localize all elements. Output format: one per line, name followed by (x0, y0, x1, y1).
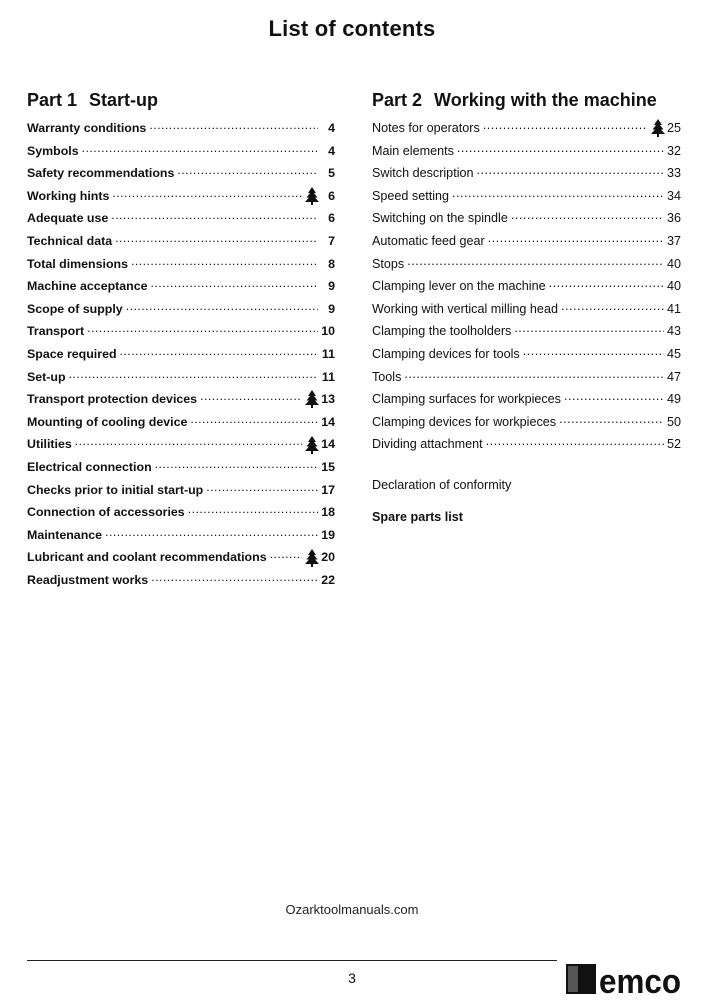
toc-dot-leader (523, 340, 664, 363)
toc-entry-label: Readjustment works (27, 572, 149, 587)
toc-entry-page: 13 (321, 392, 335, 407)
toc-dot-leader (486, 430, 664, 453)
toc-dot-leader (151, 566, 318, 589)
toc-entry-label: Set-up (27, 369, 66, 384)
toc-dot-leader (452, 182, 664, 205)
toc-dot-leader (488, 227, 664, 250)
toc-entry-page: 50 (666, 414, 681, 429)
toc-dot-leader (483, 114, 648, 137)
part2-name: Working with the machine (434, 90, 657, 110)
toc-entry-label: Symbols (27, 143, 79, 158)
part2-section (372, 88, 681, 528)
toc-entry-label: Total dimensions (27, 256, 128, 271)
toc-entry-label: Main elements (372, 143, 454, 158)
toc-entry-page: 7 (328, 233, 335, 248)
spare-parts-list-entry: Spare parts list (372, 509, 463, 524)
toc-entry-page: 47 (666, 369, 681, 384)
toc-entry-page: 9 (328, 279, 335, 294)
part1-section (27, 88, 335, 591)
toc-dot-leader (111, 204, 318, 227)
toc-entry-label: Transport (27, 324, 85, 339)
toc-dot-leader (115, 227, 318, 250)
tree-icon (305, 390, 319, 408)
toc-dot-leader (75, 430, 302, 453)
toc-dot-leader (190, 408, 318, 431)
toc-dot-leader (549, 272, 664, 295)
toc-entry-label: Clamping surfaces for workpieces (372, 392, 561, 407)
declaration-of-conformity-entry: Declaration of conformity (372, 477, 512, 492)
toc-dot-leader (188, 498, 318, 521)
toc-entry-label: Scope of supply (27, 301, 123, 316)
toc-entry-label: Connection of accessories (27, 505, 185, 520)
toc-dot-leader (112, 182, 302, 205)
toc-entry-label: Notes for operators (372, 121, 480, 135)
toc-dot-leader (87, 317, 318, 340)
toc-entry-page: 40 (666, 256, 681, 271)
toc-entry-label: Technical data (27, 233, 113, 248)
toc-dot-leader (564, 385, 664, 408)
toc-entry-page: 8 (328, 256, 335, 271)
toc-dot-leader (149, 114, 318, 137)
toc-entry-label: Clamping lever on the machine (372, 279, 546, 294)
toc-entry-page: 4 (328, 121, 335, 135)
toc-dot-leader (155, 453, 318, 476)
toc-entry-page: 6 (328, 211, 335, 226)
toc-entry (27, 569, 335, 592)
toc-entry-page: 36 (666, 211, 681, 226)
toc-entry-page: 6 (328, 188, 335, 203)
toc-dot-leader (151, 272, 318, 295)
toc-dot-leader (514, 317, 664, 340)
toc-entry-page: 49 (666, 392, 681, 407)
toc-dot-leader (120, 340, 318, 363)
toc-entry-page: 4 (328, 143, 335, 158)
part1-name: Start-up (89, 90, 159, 110)
toc-dot-leader (177, 159, 318, 182)
toc-dot-leader (69, 363, 318, 386)
part1-number: Part 1 (27, 90, 78, 110)
toc-entry-label: Tools (372, 369, 402, 384)
page-number: 3 (348, 970, 356, 986)
toc-entry-page: 15 (321, 459, 335, 474)
toc-entry-label: Automatic feed gear (372, 233, 485, 248)
part1-heading (27, 88, 335, 112)
part2-entry-list (372, 117, 681, 456)
toc-entry-label: Switching on the spindle (372, 211, 508, 226)
toc-dot-leader (126, 295, 318, 318)
toc-entry-label: Maintenance (27, 527, 103, 542)
emco-logo-shade (568, 966, 578, 992)
emco-logo (566, 961, 682, 997)
toc-entry (372, 433, 681, 456)
part1-entry-list (27, 117, 335, 591)
toc-entry-label: Utilities (27, 437, 72, 452)
toc-entry-label: Transport protection devices (27, 392, 198, 407)
page-title: List of contents (268, 16, 436, 41)
toc-entry-page: 11 (321, 346, 335, 361)
part2-number: Part 2 (372, 90, 423, 110)
toc-entry-label: Speed setting (372, 188, 450, 203)
toc-entry-page: 20 (321, 550, 335, 565)
toc-dot-leader (105, 521, 318, 544)
toc-entry-page: 41 (666, 301, 681, 316)
toc-entry-label: Switch description (372, 166, 474, 181)
toc-entry-label: Safety recommendations (27, 166, 175, 181)
toc-entry-label: Clamping devices for workpieces (372, 414, 557, 429)
toc-entry-page: 34 (666, 188, 681, 203)
toc-entry-label: Space required (27, 346, 117, 361)
toc-dot-leader (457, 137, 664, 160)
toc-entry-page: 17 (321, 482, 335, 497)
toc-entry-page: 14 (321, 437, 335, 452)
tree-icon (305, 187, 319, 205)
toc-entry-page: 5 (328, 166, 335, 181)
toc-entry-label: Mounting of cooling device (27, 414, 188, 429)
toc-entry-page: 33 (666, 166, 681, 181)
emco-logo-text: emco (599, 963, 681, 997)
toc-entry-page: 11 (321, 369, 335, 384)
toc-dot-leader (82, 137, 318, 160)
toc-entry-label: Electrical connection (27, 459, 152, 474)
part2-heading (372, 88, 681, 112)
toc-entry-page: 18 (321, 505, 335, 520)
toc-entry-page: 37 (666, 233, 681, 248)
toc-entry-label: Warranty conditions (27, 121, 147, 135)
toc-entry-label: Working with vertical milling head (372, 301, 558, 316)
toc-dot-leader (559, 408, 664, 431)
toc-entry-label: Clamping devices for tools (372, 346, 520, 361)
toc-dot-leader (200, 385, 302, 408)
toc-entry-label: Adequate use (27, 211, 109, 226)
toc-dot-leader (407, 250, 664, 273)
toc-entry-page: 32 (666, 143, 681, 158)
toc-entry-page: 9 (328, 301, 335, 316)
toc-dot-leader (561, 295, 664, 318)
toc-dot-leader (270, 543, 302, 566)
toc-dot-leader (477, 159, 664, 182)
toc-entry-page: 45 (666, 346, 681, 361)
footer-rule (27, 960, 557, 961)
toc-entry-page: 22 (321, 572, 335, 587)
tree-icon (305, 436, 319, 454)
toc-entry-label: Working hints (27, 188, 110, 203)
toc-entry-label: Checks prior to initial start-up (27, 482, 204, 497)
footer-url: Ozarktoolmanuals.com (285, 902, 419, 917)
toc-entry-page: 40 (666, 279, 681, 294)
toc-dot-leader (511, 204, 664, 227)
toc-entry-page: 10 (321, 324, 335, 339)
tree-icon (651, 119, 665, 137)
toc-entry-page: 52 (666, 437, 681, 452)
tree-icon (305, 549, 319, 567)
toc-entry-page: 25 (666, 121, 681, 135)
toc-entry-page: 43 (666, 324, 681, 339)
toc-entry-label: Machine acceptance (27, 279, 148, 294)
toc-dot-leader (131, 250, 318, 273)
toc-entry-label: Dividing attachment (372, 437, 483, 452)
toc-entry-page: 14 (321, 414, 335, 429)
toc-entry-page: 19 (321, 527, 335, 542)
toc-entry-label: Clamping the toolholders (372, 324, 512, 339)
toc-dot-leader (206, 476, 318, 499)
toc-dot-leader (404, 363, 664, 386)
toc-entry-label: Lubricant and coolant recommendations (27, 550, 267, 565)
toc-entry-label: Stops (372, 256, 405, 271)
